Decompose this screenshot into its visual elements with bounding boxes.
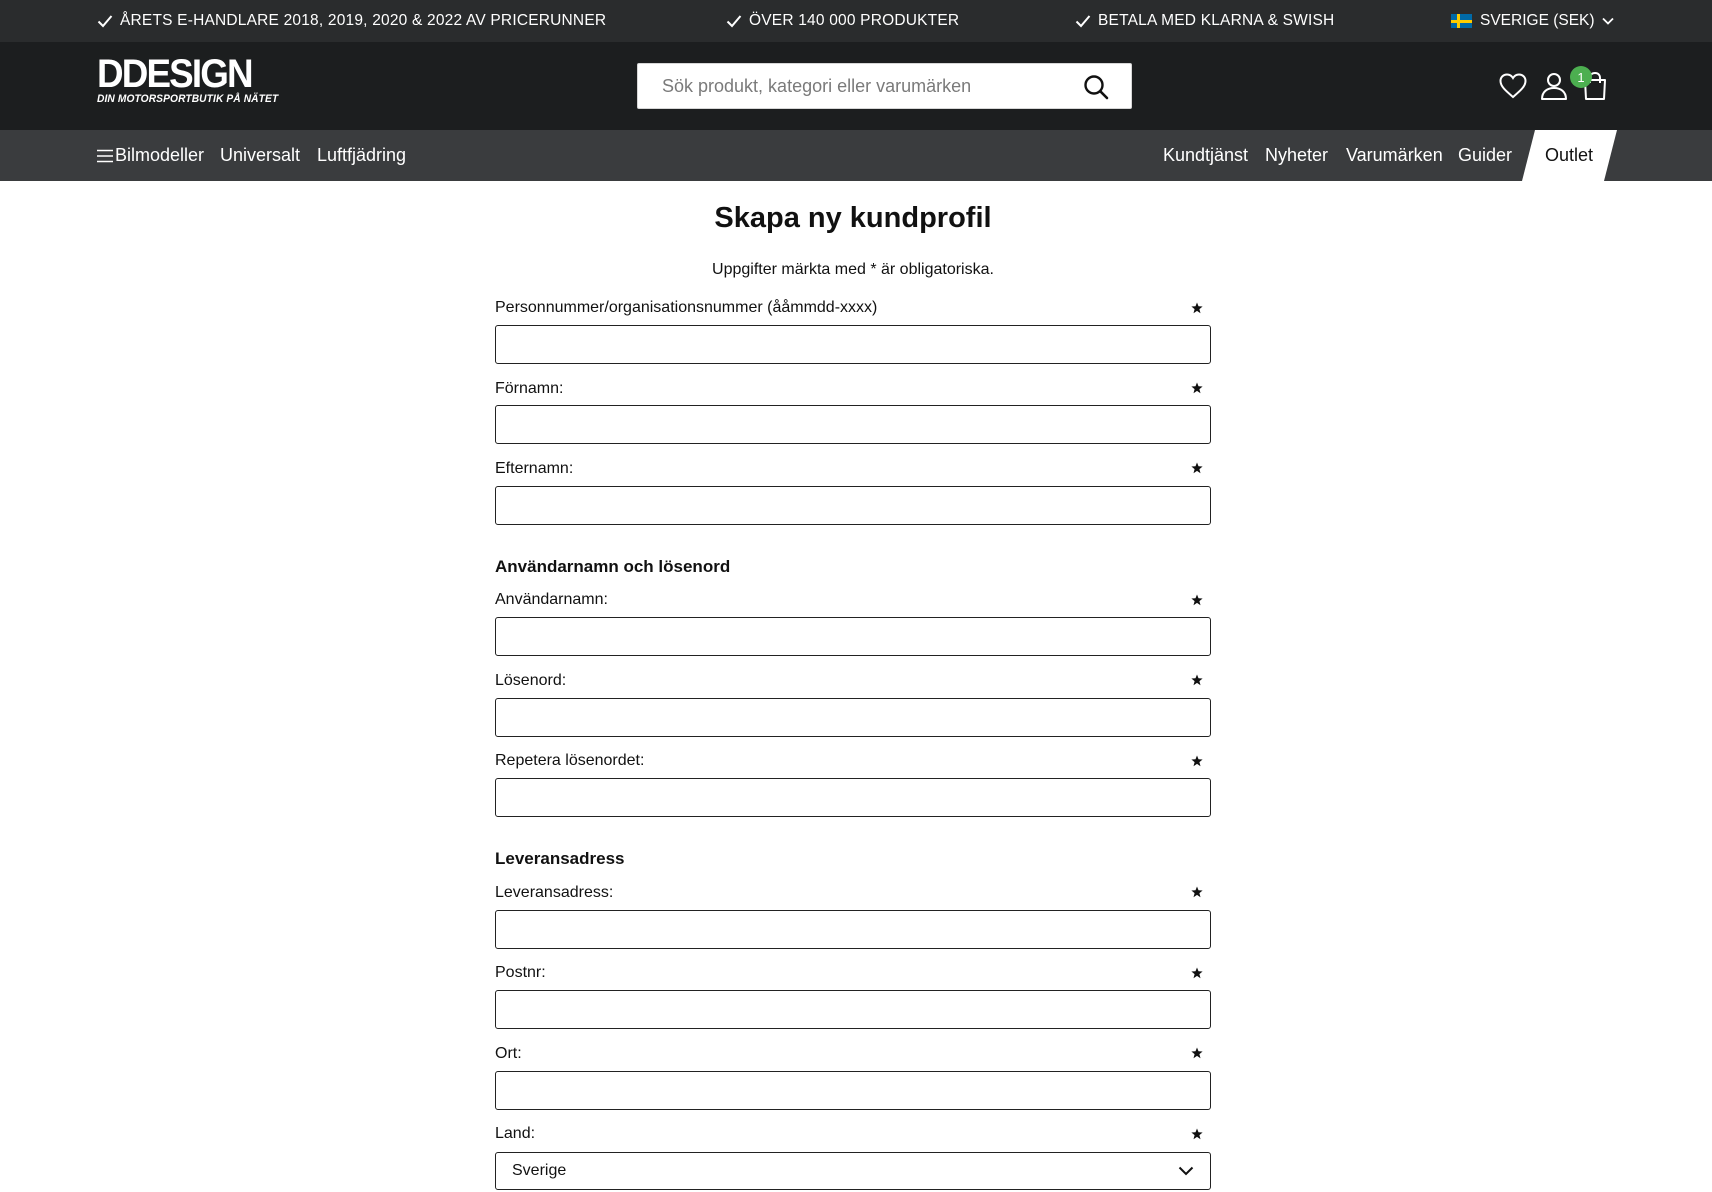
search-icon[interactable] bbox=[1083, 74, 1109, 100]
check-icon bbox=[726, 14, 742, 28]
required-star-icon bbox=[1191, 302, 1203, 314]
personnummer-input[interactable] bbox=[495, 325, 1211, 364]
check-icon bbox=[97, 14, 113, 28]
leveransadress-label: Leveransadress: bbox=[495, 884, 614, 901]
postnr-input[interactable] bbox=[495, 990, 1211, 1029]
fornamn-input[interactable] bbox=[495, 405, 1211, 444]
required-star-icon bbox=[1191, 1047, 1203, 1059]
page-title: Skapa ny kundprofil bbox=[714, 202, 992, 234]
cart-count-badge: 1 bbox=[1570, 66, 1592, 88]
user-icon[interactable] bbox=[1539, 71, 1569, 101]
usp-text: ÖVER 140 000 PRODUKTER bbox=[749, 12, 960, 29]
nav-item-universalt[interactable]: Universalt bbox=[220, 145, 301, 165]
losenord-input[interactable] bbox=[495, 698, 1211, 737]
required-star-icon bbox=[1191, 674, 1203, 686]
logo-tagline: DIN MOTORSPORTBUTIK PÅ NÄTET bbox=[97, 93, 279, 105]
land-label: Land: bbox=[495, 1125, 536, 1142]
check-icon bbox=[1075, 14, 1091, 28]
efternamn-label: Efternamn: bbox=[495, 460, 574, 477]
ort-label: Ort: bbox=[495, 1045, 522, 1062]
ort-input[interactable] bbox=[495, 1071, 1211, 1110]
required-star-icon bbox=[1191, 1128, 1203, 1140]
required-star-icon bbox=[1191, 382, 1203, 394]
usp-text: ÅRETS E-HANDLARE 2018, 2019, 2020 & 2022 AV PRICERUNNER bbox=[120, 12, 607, 29]
repetera-losenord-input[interactable] bbox=[495, 778, 1211, 817]
usp-item-payment bbox=[1075, 0, 1334, 42]
search-input[interactable] bbox=[638, 76, 1058, 97]
efternamn-input[interactable] bbox=[495, 486, 1211, 525]
region-selector[interactable] bbox=[1451, 0, 1614, 42]
nav-label: Bilmodeller bbox=[115, 145, 205, 165]
nav-item-guider[interactable]: Guider bbox=[1458, 145, 1513, 165]
usp-item-pricerunner bbox=[97, 0, 606, 42]
search-box bbox=[637, 63, 1132, 109]
usp-bar bbox=[0, 0, 1712, 42]
required-star-icon bbox=[1191, 594, 1203, 606]
section-heading-delivery: Leveransadress bbox=[495, 849, 625, 868]
heart-icon[interactable] bbox=[1498, 71, 1528, 101]
section-heading-login: Användarnamn och lösenord bbox=[495, 557, 731, 576]
usp-item-products bbox=[726, 0, 959, 42]
usp-text: BETALA MED KLARNA & SWISH bbox=[1098, 12, 1335, 29]
repetera-losenord-label: Repetera lösenordet: bbox=[495, 752, 645, 769]
anvandarnamn-label: Användarnamn: bbox=[495, 591, 608, 608]
nav-item-luftfjadring[interactable]: Luftfjädring bbox=[317, 145, 407, 165]
required-star-icon bbox=[1191, 462, 1203, 474]
required-star-icon bbox=[1191, 886, 1203, 898]
sweden-flag-icon bbox=[1451, 14, 1472, 28]
fornamn-label: Förnamn: bbox=[495, 380, 564, 397]
losenord-label: Lösenord: bbox=[495, 672, 567, 689]
chevron-down-icon bbox=[1602, 17, 1614, 25]
required-star-icon bbox=[1191, 755, 1203, 767]
main-nav bbox=[0, 130, 1712, 181]
region-label: SVERIGE (SEK) bbox=[1480, 12, 1595, 29]
postnr-label: Postnr: bbox=[495, 964, 546, 981]
leveransadress-input[interactable] bbox=[495, 910, 1211, 949]
logo-wordmark: DDESIGN bbox=[97, 52, 252, 96]
land-select[interactable] bbox=[495, 1152, 1211, 1190]
logo[interactable] bbox=[97, 52, 279, 108]
nav-item-varumarken[interactable]: Varumärken bbox=[1346, 145, 1443, 165]
required-note: Uppgifter märkta med * är obligatoriska. bbox=[712, 261, 994, 278]
land-selected-value: Sverige bbox=[512, 1162, 567, 1179]
site-header bbox=[0, 42, 1712, 130]
personnummer-label: Personnummer/organisationsnummer (ååmmdd-xxxx) bbox=[495, 299, 878, 316]
required-star-icon bbox=[1191, 967, 1203, 979]
menu-icon bbox=[97, 149, 113, 163]
nav-item-nyheter[interactable]: Nyheter bbox=[1265, 145, 1329, 165]
chevron-down-icon bbox=[1178, 1166, 1194, 1176]
nav-item-outlet[interactable]: Outlet bbox=[1545, 145, 1594, 165]
anvandarnamn-input[interactable] bbox=[495, 617, 1211, 656]
nav-item-kundtjanst[interactable]: Kundtjänst bbox=[1163, 145, 1249, 165]
nav-item-bilmodeller[interactable] bbox=[97, 130, 204, 181]
